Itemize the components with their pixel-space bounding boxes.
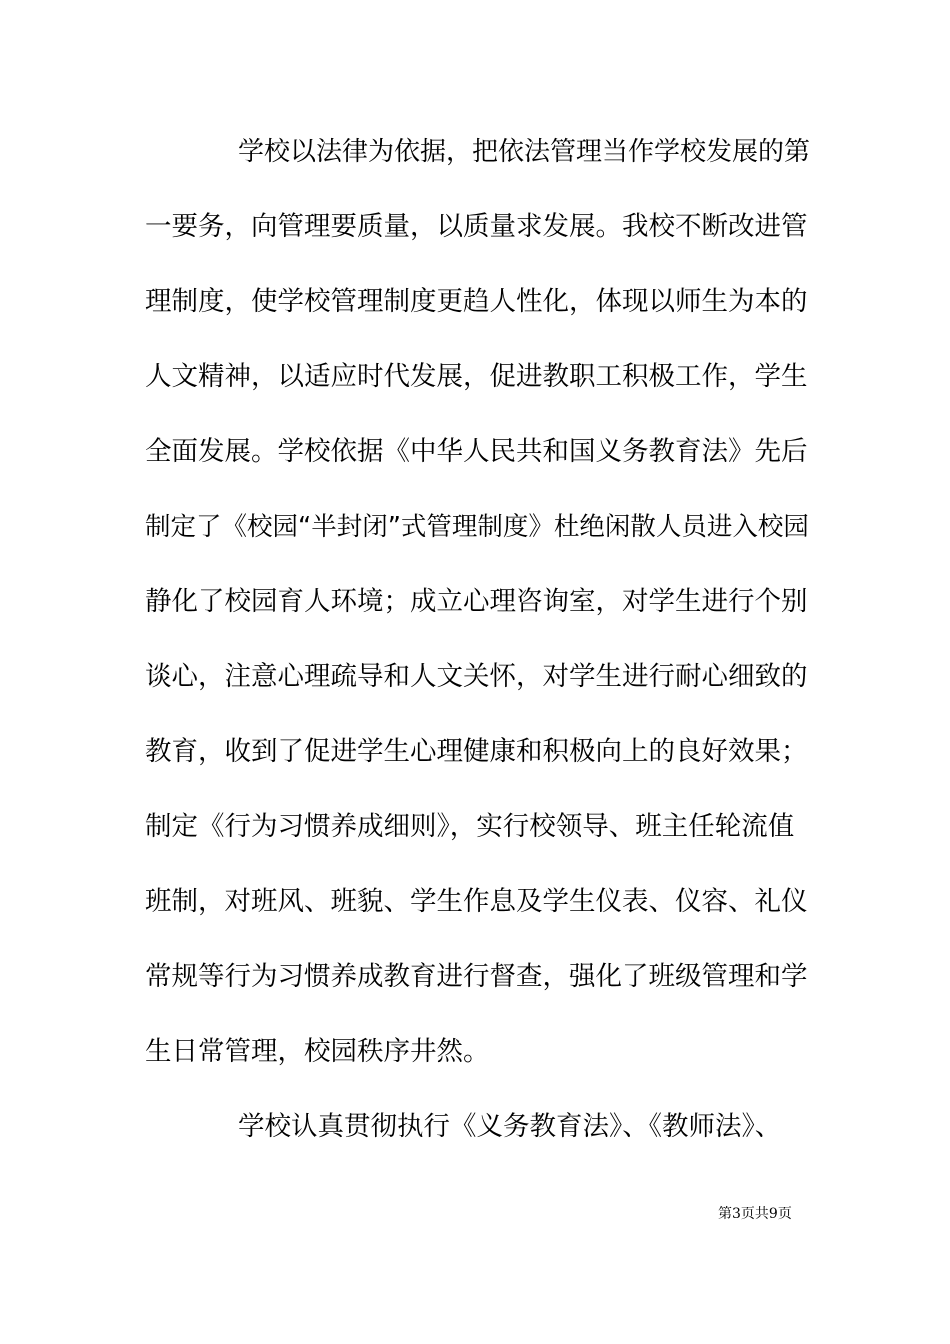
text-line: 制定《行为习惯养成细则》，实行校领导、班主任轮流值 <box>145 811 795 842</box>
text-line: 人文精神，以适应时代发展，促进教职工积极工作，学生 <box>145 361 808 392</box>
text-line: 常规等行为习惯养成教育进行督查，强化了班级管理和学 <box>145 961 808 992</box>
body-text <box>145 128 815 1178</box>
text-line: 班制，对班风、班貌、学生作息及学生仪表、仪容、礼仪 <box>145 886 808 917</box>
text-line: 生日常管理，校园秩序井然。 <box>145 1036 490 1067</box>
text-line: 谈心，注意心理疏导和人文关怀，对学生进行耐心细致的 <box>145 661 808 692</box>
text-line: 全面发展。学校依据《中华人民共和国义务教育法》先后 <box>145 436 808 467</box>
text-line: 制定了《校园“半封闭”式管理制度》杜绝闲散人员进入校园 <box>145 512 809 542</box>
text-line: 理制度，使学校管理制度更趋人性化，体现以师生为本的 <box>145 286 808 317</box>
text-line: 学校认真贯彻执行《义务教育法》、《教师法》、 <box>238 1111 782 1142</box>
text-line: 一要务，向管理要质量，以质量求发展。我校不断改进管 <box>145 211 808 242</box>
text-line: 教育，收到了促进学生心理健康和积极向上的良好效果； <box>145 736 808 767</box>
page-footer: 第3页共9页 <box>718 1206 792 1222</box>
text-line: 学校以法律为依据，把依法管理当作学校发展的第 <box>238 137 811 167</box>
text-line: 静化了校园育人环境；成立心理咨询室，对学生进行个别 <box>145 586 808 617</box>
